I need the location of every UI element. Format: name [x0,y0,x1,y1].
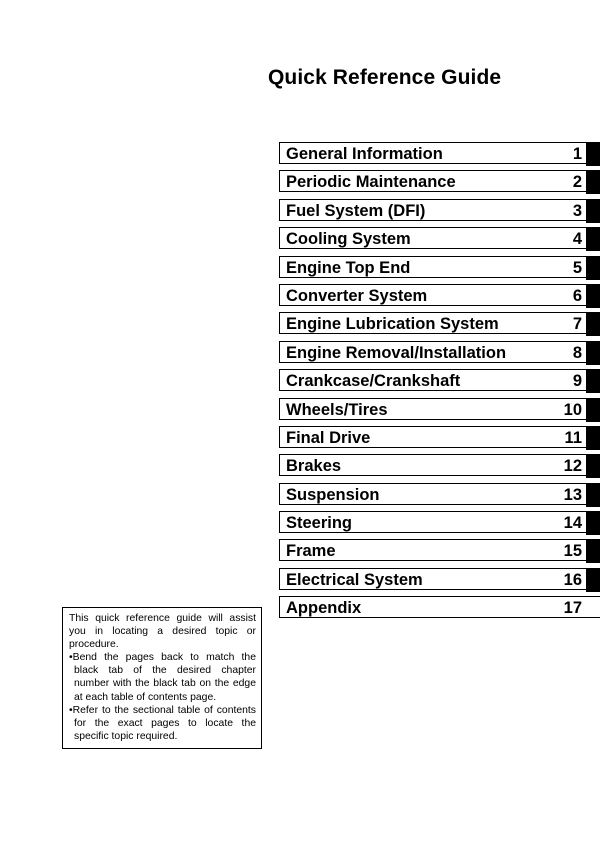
chapter-number: 2 [572,173,582,192]
chapter-tab [586,312,600,336]
chapter-label: Converter System [286,286,428,305]
chapter-row-final-drive[interactable] [279,426,600,448]
chapter-list [279,142,600,625]
chapter-number: 5 [572,258,582,277]
chapter-row-wheels-tires[interactable] [279,398,600,420]
chapter-tab [586,511,600,535]
chapter-number: 7 [572,315,582,334]
chapter-tab [586,199,600,223]
note-bullet: •Bend the pages back to match the black tab of the desired chapter number with the black tab on the edge at each table of contents page. [69,652,256,703]
chapter-label: Frame [286,542,336,561]
chapter-tab [586,284,600,308]
chapter-tab [586,256,600,280]
chapter-label: Cooling System [286,230,411,249]
chapter-row-engine-removal-installation[interactable] [279,341,600,363]
chapter-label: Suspension [286,485,380,504]
chapter-label: Brakes [286,457,342,476]
chapter-row-brakes[interactable] [279,454,600,476]
usage-note-box [62,607,262,749]
chapter-number: 15 [563,542,582,561]
chapter-label: General Information [286,145,443,163]
chapter-row-appendix[interactable] [279,596,600,618]
chapter-row-engine-lubrication-system[interactable] [279,312,600,334]
chapter-row-suspension[interactable] [279,483,600,505]
note-intro: This quick reference guide will assist you in locating a desired topic or procedure. [69,613,256,651]
chapter-label: Engine Lubrication System [286,315,499,334]
chapter-number: 8 [572,343,582,362]
chapter-row-general-information[interactable] [279,142,600,164]
chapter-number: 6 [572,286,582,305]
chapter-label: Fuel System (DFI) [286,201,426,220]
chapter-number: 14 [563,514,582,533]
chapter-row-converter-system[interactable] [279,284,600,306]
chapter-label: Engine Top End [286,258,411,277]
chapter-label: Engine Removal/Installation [286,343,507,362]
chapter-label: Wheels/Tires [286,400,388,419]
chapter-label: Steering [286,514,353,533]
chapter-number: 13 [563,485,582,504]
chapter-tab [586,454,600,478]
chapter-tab [586,426,600,450]
note-bullet: •Refer to the sectional table of contents for the exact pages to locate the specific topic required. [69,704,256,742]
chapter-row-electrical-system[interactable] [279,568,600,590]
chapter-number: 10 [563,400,582,419]
chapter-tab [586,170,600,194]
chapter-row-fuel-system[interactable] [279,199,600,221]
chapter-label: Electrical System [286,570,423,589]
chapter-row-periodic-maintenance[interactable] [279,170,600,192]
chapter-tab [586,568,600,592]
chapter-number: 17 [563,599,582,618]
page-title: Quick Reference Guide [268,66,502,89]
chapter-tab [586,227,600,251]
chapter-number: 12 [563,457,582,476]
chapter-row-engine-top-end[interactable] [279,256,600,278]
chapter-number: 9 [572,372,582,391]
chapter-tab [586,369,600,393]
chapter-number: 1 [572,145,582,163]
chapter-label: Appendix [286,599,362,618]
chapter-tab [586,539,600,563]
chapter-tab [586,142,600,166]
chapter-row-cooling-system[interactable] [279,227,600,249]
chapter-row-crankcase-crankshaft[interactable] [279,369,600,391]
chapter-tab [586,341,600,365]
chapter-label: Periodic Maintenance [286,173,456,192]
chapter-number: 11 [564,428,582,447]
chapter-row-frame[interactable] [279,539,600,561]
chapter-number: 4 [572,230,582,249]
chapter-tab [586,398,600,422]
chapter-row-steering[interactable] [279,511,600,533]
chapter-label: Crankcase/Crankshaft [286,372,461,391]
chapter-number: 16 [563,570,582,589]
chapter-number: 3 [572,201,582,220]
chapter-label: Final Drive [286,428,371,447]
chapter-tab [586,483,600,507]
